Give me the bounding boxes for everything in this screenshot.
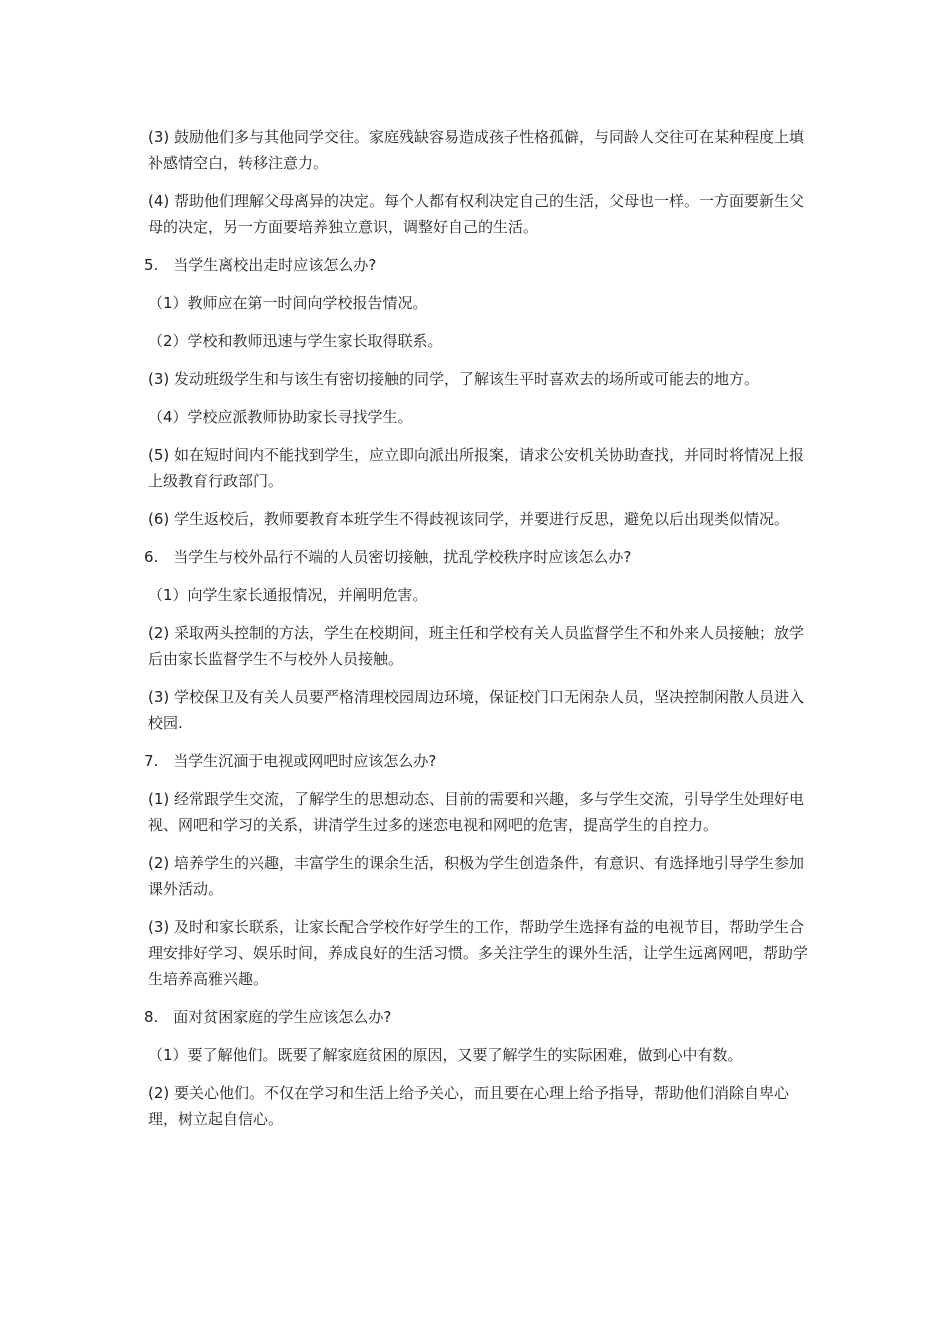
section-heading: 5. 当学生离校出走时应该怎么办? bbox=[144, 256, 377, 274]
paragraph: (1) 经常跟学生交流，了解学生的思想动态、目前的需要和兴趣，多与学生交流，引导学生处理好电视、网吧和学习的关系，讲清学生过多的迷恋电视和网吧的危害，提高学生的自控力。 bbox=[148, 790, 805, 834]
paragraph: （2）学校和教师迅速与学生家长取得联系。 bbox=[148, 332, 443, 350]
paragraph: (3) 及时和家长联系，让家长配合学校作好学生的工作，帮助学生选择有益的电视节目，帮助学生合理安排好学习、娱乐时间，养成良好的生活习惯。多关注学生的课外生活，让学生远离网吧，帮助学生培养高雅兴趣。 bbox=[148, 918, 809, 988]
paragraph: （1）向学生家长通报情况，并阐明危害。 bbox=[148, 586, 428, 604]
paragraph: (3) 发动班级学生和与该生有密切接触的同学，了解该生平时喜欢去的场所或可能去的地方。 bbox=[148, 370, 760, 388]
paragraph: （1）教师应在第一时间向学校报告情况。 bbox=[148, 294, 428, 312]
paragraph: (6) 学生返校后，教师要教育本班学生不得歧视该同学，并要进行反思，避免以后出现类似情况。 bbox=[148, 510, 790, 528]
paragraph: (5) 如在短时间内不能找到学生，应立即向派出所报案，请求公安机关协助查找，并同时将情况上报上级教育行政部门。 bbox=[148, 446, 805, 490]
paragraph: (4) 帮助他们理解父母离异的决定。每个人都有权利决定自己的生活，父母也一样。一方面要新生父母的决定，另一方面要培养独立意识，调整好自己的生活。 bbox=[148, 192, 805, 236]
paragraph: （1）要了解他们。既要了解家庭贫困的原因，又要了解学生的实际困难，做到心中有数。 bbox=[148, 1046, 743, 1064]
section-heading: 6. 当学生与校外品行不端的人员密切接触，扰乱学校秩序时应该怎么办? bbox=[144, 548, 632, 566]
paragraph: (2) 要关心他们。不仅在学习和生活上给予关心，而且要在心理上给予指导，帮助他们消除自卑心理，树立起自信心。 bbox=[148, 1084, 790, 1128]
paragraph: (3) 学校保卫及有关人员要严格清理校园周边环境，保证校门口无闲杂人员，坚决控制闲散人员进入校园. bbox=[148, 688, 805, 732]
paragraph: （4）学校应派教师协助家长寻找学生。 bbox=[148, 408, 413, 426]
paragraph: (3) 鼓励他们多与其他同学交往。家庭残缺容易造成孩子性格孤僻，与同龄人交往可在某种程度上填补感情空白，转移注意力。 bbox=[148, 128, 805, 172]
paragraph: (2) 培养学生的兴趣，丰富学生的课余生活，积极为学生创造条件，有意识、有选择地引导学生参加课外活动。 bbox=[148, 854, 805, 898]
section-heading: 7. 当学生沉湎于电视或网吧时应该怎么办? bbox=[144, 752, 437, 770]
section-heading: 8. 面对贫困家庭的学生应该怎么办? bbox=[144, 1008, 392, 1026]
document-page bbox=[144, 124, 816, 1144]
paragraph: (2) 采取两头控制的方法，学生在校期间，班主任和学校有关人员监督学生不和外来人员接触；放学后由家长监督学生不与校外人员接触。 bbox=[148, 624, 805, 668]
